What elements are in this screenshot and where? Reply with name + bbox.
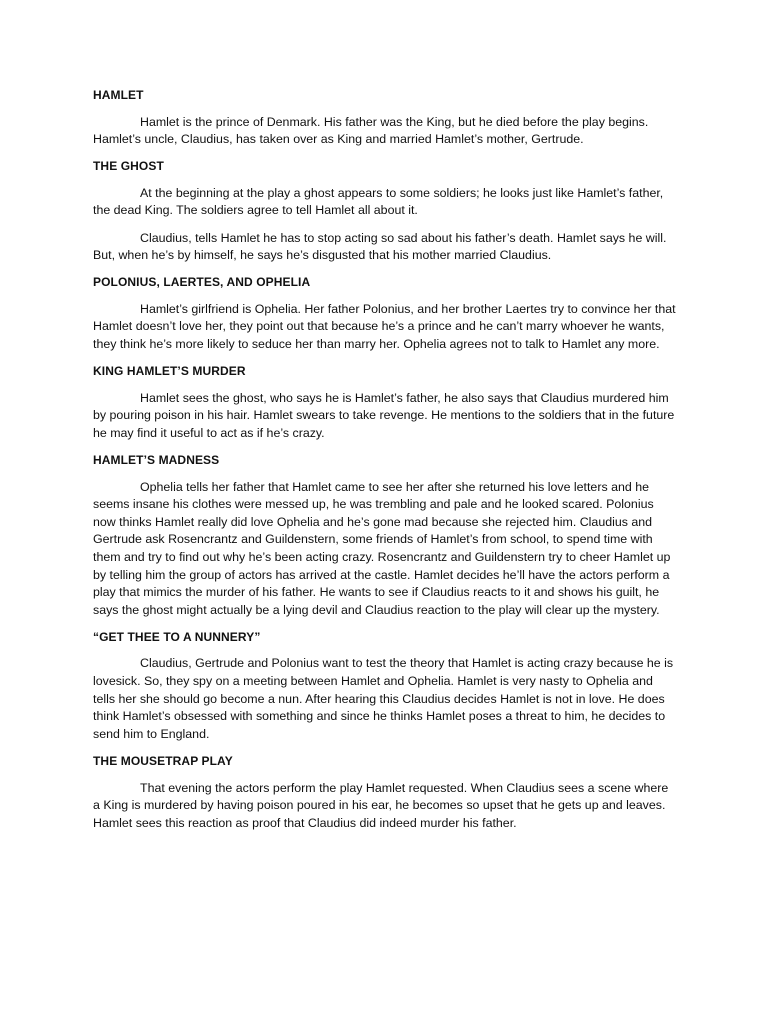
section-heading: THE MOUSETRAP PLAY <box>93 753 233 768</box>
section-polonius-laertes-ophelia <box>93 274 676 353</box>
section-heading: HAMLET <box>93 88 144 102</box>
section-heading: POLONIUS, LAERTES, AND OPHELIA <box>93 275 311 290</box>
paragraph: Hamlet is the prince of Denmark. His father was the King, but he died before the play begins. Hamlet’s uncle, Claudius, has taken over as King and married Hamlet’s mother, Gertrude. <box>93 114 649 147</box>
paragraph: Hamlet’s girlfriend is Ophelia. Her father Polonius, and her brother Laertes try to convince her that Hamlet doesn’t love her, they point out that because he’s a prince and he can’t marry whoever he wants, they think he’s more likely to seduce her than marry her. Ophelia agrees not to talk to Hamlet any more. <box>93 301 676 352</box>
paragraph: That evening the actors perform the play Hamlet requested. When Claudius sees a scene where a King is murdered by having poison poured in his ear, he becomes so upset that he gets up and leaves. Hamlet sees this reaction as proof that Claudius did indeed murder his father. <box>93 780 669 830</box>
section-the-ghost <box>93 158 676 264</box>
section-king-hamlets-murder <box>93 363 676 442</box>
section-the-mousetrap-play <box>93 753 676 832</box>
section-heading: “GET THEE TO A NUNNERY” <box>93 629 261 644</box>
paragraph: Ophelia tells her father that Hamlet came to see her after she returned his love letters and he seems insane his clothes were messed up, he was trembling and pale and he looked scared. Polonius now thinks Hamlet really did love Ophelia and he’s gone mad because she rejected him. Claudius and Gertrude ask Rosencrantz and Guildenstern, some friends of Hamlet’s from school, to spend time with them and try to find out why he’s been acting crazy. Rosencrantz and Guildenstern try to cheer Hamlet up by telling him the group of actors has arrived at the castle. Hamlet decides he’ll have the actors perform a play that mimics the murder of his father. He wants to see if Claudius reacts to it and shows his guilt, he says the ghost might actually be a lying devil and Claudius reaction to the play will clear up the mystery. <box>93 479 671 617</box>
paragraph: Claudius, Gertrude and Polonius want to test the theory that Hamlet is acting crazy because he is lovesick. So, they spy on a meeting between Hamlet and Ophelia. Hamlet is very nasty to Ophelia and tells her she should go become a nun. After hearing this Claudius decides Hamlet is not in love. He does think Hamlet’s obsessed with something and since he thinks Hamlet poses a threat to him, he decides to send him to England. <box>93 656 674 741</box>
section-hamlets-madness <box>93 452 676 619</box>
section-hamlet <box>93 87 676 149</box>
section-heading: KING HAMLET’S MURDER <box>93 364 246 379</box>
section-heading: THE GHOST <box>93 159 164 174</box>
document-page <box>93 87 676 842</box>
section-heading: HAMLET’S MADNESS <box>93 453 220 467</box>
section-get-thee-to-a-nunnery <box>93 629 676 744</box>
paragraph: Hamlet sees the ghost, who says he is Hamlet’s father, he also says that Claudius murdered him by pouring poison in his hair. Hamlet swears to take revenge. He mentions to the soldiers that in the future he may find it useful to act as if he’s crazy. <box>93 390 675 440</box>
paragraph: Claudius, tells Hamlet he has to stop acting so sad about his father’s death. Hamlet says he will. But, when he’s by himself, he says he’s disgusted that his mother married Claudius. <box>93 230 667 263</box>
paragraph: At the beginning at the play a ghost appears to some soldiers; he looks just like Hamlet’s father, the dead King. The soldiers agree to tell Hamlet all about it. <box>93 185 664 218</box>
